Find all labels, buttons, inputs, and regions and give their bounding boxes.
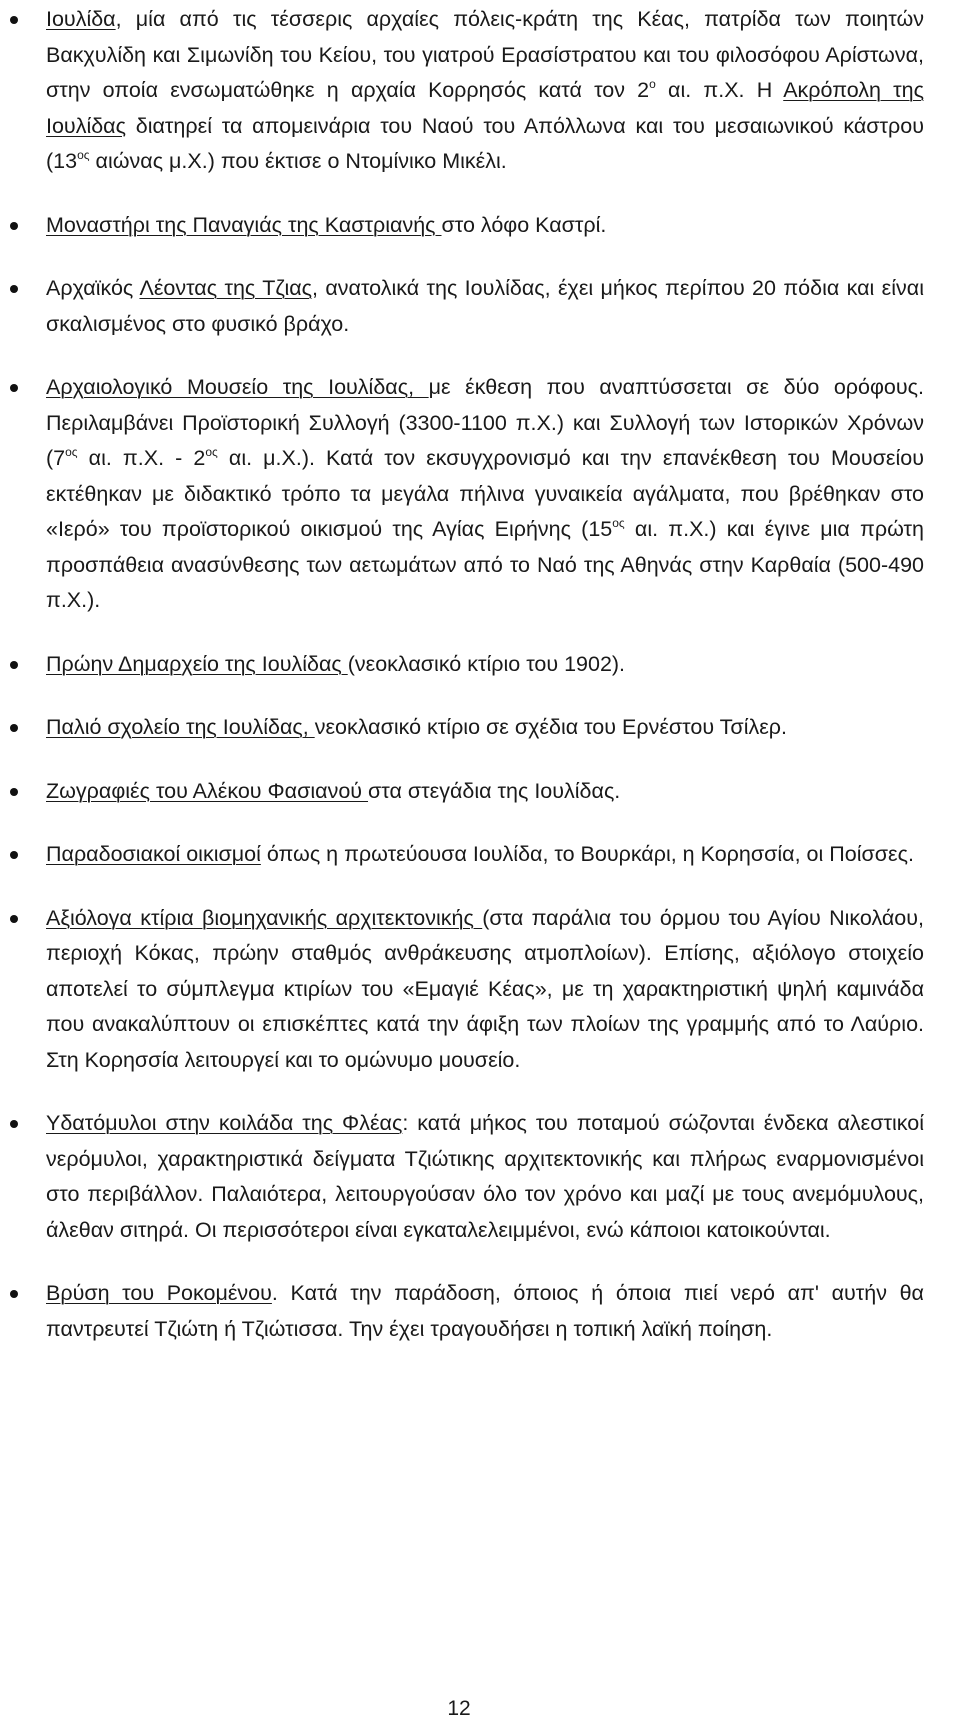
- list-item-monastery: [46, 208, 924, 244]
- superscript: ος: [205, 445, 218, 459]
- item-text: (στα παράλια του όρμου του Αγίου Νικολάου, περιοχή Κόκας, πρώην σταθμός ανθράκευσης ατμοπλοίων). Επίσης, αξιόλογο στοιχείο αποτελεί το σύμπλεγμα κτιρίων του «Εμαγιέ Κέας», με τη χαρακτηριστική ψηλή καμινάδα που ανακαλύπτουν οι επισκέπτες κατά την άφιξη των πλοίων της γραμμής από το Λαύριο. Στη Κορησσία λειτουργεί και το ομώνυμο μουσείο.: [46, 905, 924, 1072]
- superscript: ος: [65, 445, 78, 459]
- list-item-old-school: [46, 710, 924, 746]
- list-item-fountain: [46, 1276, 924, 1347]
- bullet-icon: [10, 16, 18, 24]
- bullet-icon: [10, 222, 18, 230]
- item-text: στο λόφο Καστρί.: [441, 212, 607, 237]
- item-text: διατηρεί τα απομεινάρια του Ναού του Απόλλωνα και του μεσαιωνικού κάστρου (13: [46, 113, 924, 173]
- link-traditional-settlements[interactable]: Παραδοσιακοί οικισμοί: [46, 842, 261, 866]
- link-industrial-architecture[interactable]: Αξιόλογα κτίρια βιομηχανικής αρχιτεκτονικής: [46, 905, 483, 930]
- superscript: ος: [77, 148, 90, 162]
- list-item-paintings: [46, 774, 924, 810]
- item-text: , ανατολικά της Ιουλίδας, έχει μήκος περίπου 20 πόδια και είναι σκαλισμένος στο φυσικό βράχο.: [46, 276, 925, 336]
- page-number: 12: [447, 1697, 471, 1720]
- link-old-school[interactable]: Παλιό σχολείο της Ιουλίδας,: [46, 715, 315, 739]
- list-item-watermills: [46, 1106, 924, 1248]
- superscript: ος: [612, 516, 625, 530]
- link-monastery-kastriani[interactable]: Μοναστήρι της Παναγιάς της Καστριανής: [46, 212, 442, 237]
- link-fassianos-paintings[interactable]: Ζωγραφιές του Αλέκου Φασιανού: [46, 778, 369, 803]
- attractions-list: [46, 2, 924, 1375]
- list-item-industrial-buildings: [46, 901, 924, 1079]
- item-text: αι. π.Χ.) και έγινε μια πρώτη προσπάθεια ανασύνθεσης των αετωμάτων από το Ναό της Αθηνάς στην Καρθαία (500-490 π.Χ.).: [46, 517, 925, 612]
- item-text: , μία από τις τέσσερις αρχαίες πόλεις-κράτη της Κέας, πατρίδα των ποιητών Βακχυλίδη και Σιμωνίδη του Κείου, του γιατρού Ερασίστρατου και του φιλοσόφου Αρίστωνα, στην οποία ενσωματώθηκε η αρχαία Κορρησός κατά τον 2: [46, 7, 924, 102]
- list-item-settlements: [46, 837, 924, 873]
- link-former-town-hall[interactable]: Πρώην Δημαρχείο της Ιουλίδας: [46, 651, 348, 676]
- link-ioulida[interactable]: Ιουλίδα: [46, 7, 116, 31]
- link-acropolis-ioulida[interactable]: Ακρόπολη της Ιουλίδας: [46, 78, 924, 138]
- item-text: αιώνας μ.Χ.) που έκτισε ο Ντομίνικο Μικέλι.: [89, 149, 507, 173]
- item-text: στα στεγάδια της Ιουλίδας.: [368, 778, 621, 803]
- link-watermills-flea[interactable]: Υδατόμυλοι στην κοιλάδα της Φλέας: [46, 1111, 403, 1135]
- item-text: αι. π.Χ. - 2: [77, 446, 206, 470]
- item-text: (νεοκλασικό κτίριο του 1902).: [347, 651, 626, 676]
- link-lion-of-tzia[interactable]: Λέοντας της Τζιας: [139, 276, 313, 300]
- item-text: αι. π.Χ. Η: [655, 78, 784, 102]
- list-item-museum: [46, 370, 924, 619]
- item-text: όπως η πρωτεύουσα Ιουλίδα, το Βουρκάρι, η Κορησσία, οι Ποίσσες.: [260, 842, 914, 866]
- item-text: Αρχαϊκός: [46, 276, 140, 300]
- item-text: : κατά μήκος του ποταμού σώζονται ένδεκα αλεστικοί νερόμυλοι, χαρακτηριστικά δείγματα Τζιώτικης αρχιτεκτονικής και πλήρως εναρμονισμένοι στο περιβάλλον. Παλαιότερα, λειτουργούσαν όλο τον χρόνο και μαζί με τους ανεμόμυλους, άλεθαν σιτηρά. Οι περισσότεροι είναι εγκαταλελειμμένοι, ενώ κάποιοι κατοικούνται.: [46, 1111, 925, 1242]
- item-text: αι. μ.Χ.). Κατά τον εκσυγχρονισμό και την επανέκθεση του Μουσείου εκτέθηκαν με διδακτικό τρόπο τα μεγάλα πήλινα γυναικεία αγάλματα, που βρέθηκαν στο «Ιερό» του προϊστορικού οικισμού της Αγίας Ειρήνης (15: [46, 446, 924, 541]
- bullet-icon: [10, 915, 18, 923]
- item-text: με έκθεση που αναπτύσσεται σε δύο ορόφους. Περιλαμβάνει Προϊστορική Συλλογή (3300-1100 π.Χ.) και Συλλογή των Ιστορικών Χρόνων (7: [46, 375, 924, 470]
- bullet-icon: [10, 724, 18, 732]
- item-text: νεοκλασικό κτίριο σε σχέδια του Ερνέστου Τσίλερ.: [314, 715, 788, 739]
- list-item-town-hall: [46, 647, 924, 683]
- bullet-icon: [10, 788, 18, 796]
- bullet-icon: [10, 1290, 18, 1298]
- bullet-icon: [10, 661, 18, 669]
- item-text: . Κατά την παράδοση, όποιος ή όποια πιεί νερό απ' αυτήν θα παντρευτεί Τζιώτη ή Τζιώτισσα. Την έχει τραγουδήσει η τοπική λαϊκή ποίηση.: [46, 1281, 924, 1341]
- bullet-icon: [10, 851, 18, 859]
- bullet-icon: [10, 384, 18, 392]
- superscript: ο: [649, 77, 656, 91]
- link-rokomenou-fountain[interactable]: Βρύση του Ροκομένου: [46, 1281, 272, 1305]
- bullet-icon: [10, 1120, 18, 1128]
- bullet-icon: [10, 285, 18, 293]
- list-item-ioulida: [46, 2, 924, 180]
- link-archaeological-museum[interactable]: Αρχαιολογικό Μουσείο της Ιουλίδας,: [46, 375, 429, 399]
- list-item-lion: [46, 271, 924, 342]
